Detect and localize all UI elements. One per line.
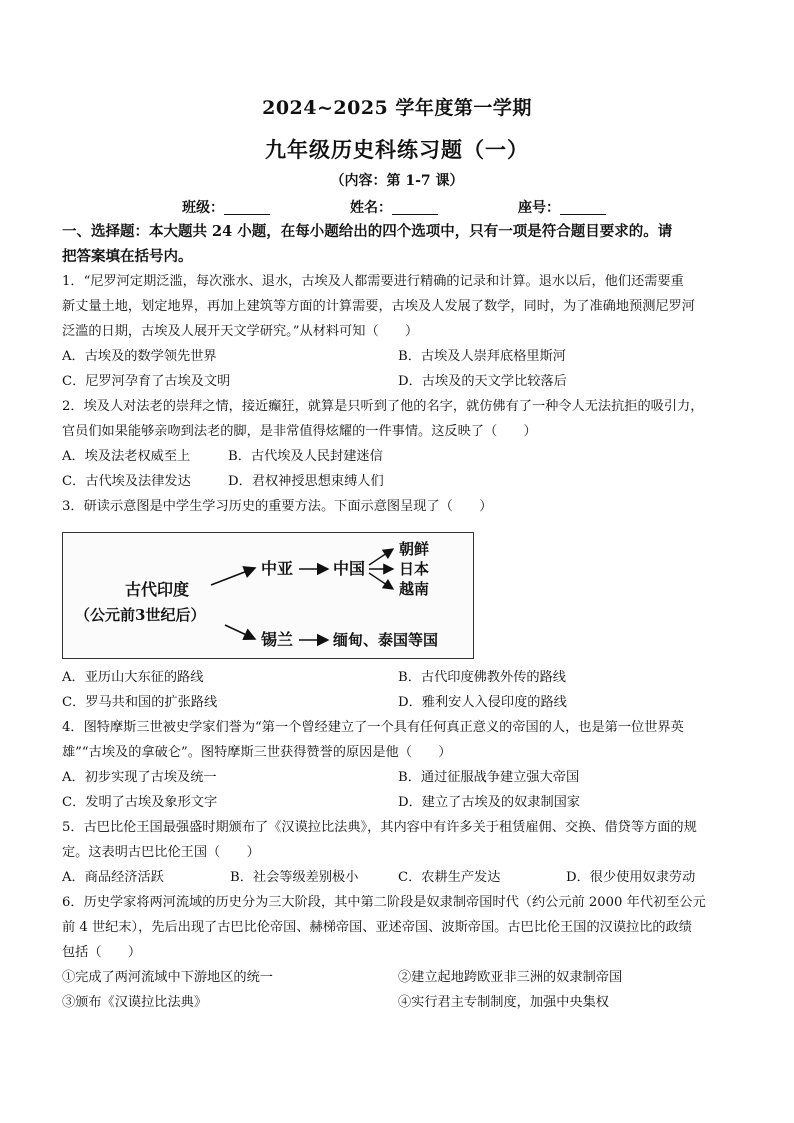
seat-field[interactable] xyxy=(518,197,606,217)
question-4-line: 4．图特摩斯三世被史学家们誉为“第一个曾经建立了一个具有任何真正意义的帝国的人，也是第一位世界英 xyxy=(62,720,684,735)
q5-option-b[interactable]: B．社会等级差别极小 xyxy=(230,870,359,885)
q4-option-d[interactable]: D．建立了古埃及的奴隶制国家 xyxy=(398,795,581,810)
q2-option-d[interactable]: D．君权神授思想束缚人们 xyxy=(228,474,384,489)
section-line: 一、选择题：本大题共 24 小题，在每小题给出的四个选项中，只有一项是符合题目要求的。请 xyxy=(62,223,673,240)
diagram-myanmar-thailand: 缅甸、泰国等国 xyxy=(333,631,439,649)
diagram-korea: 朝鲜 xyxy=(399,540,430,558)
q3-option-c[interactable]: C．罗马共和国的扩张路线 xyxy=(62,695,218,710)
q2-option-c[interactable]: C．古代埃及法律发达 xyxy=(62,474,191,489)
question-1-line: 新丈量土地，划定地界，再加上建筑等方面的计算需要，古埃及人发展了数学，同时，为了准确地预测尼罗河 xyxy=(62,299,695,314)
q3-option-a[interactable]: A．亚历山大东征的路线 xyxy=(62,670,204,685)
seat-label: 座号： xyxy=(518,200,560,216)
question-6-line: 6．历史学家将两河流域的历史分为三大阶段，其中第二阶段是奴隶制帝国时代（约公元前 2000 年代初至公元 xyxy=(62,895,706,910)
q4-option-a[interactable]: A．初步实现了古埃及统一 xyxy=(62,770,217,785)
question-6-line: 包括（ ） xyxy=(62,945,142,960)
diagram-japan: 日本 xyxy=(399,560,430,578)
q3-option-d[interactable]: D．雅利安人入侵印度的路线 xyxy=(398,695,567,710)
name-label: 姓名： xyxy=(350,200,392,216)
year-term-title: 2024~2025 学年度第一学期 xyxy=(262,97,532,119)
name-field[interactable] xyxy=(350,197,438,217)
diagram-ceylon: 锡兰 xyxy=(261,630,294,649)
buddhism-spread-diagram xyxy=(62,532,474,659)
q6-item-3: ③颁布《汉谟拉比法典》 xyxy=(62,995,208,1010)
q5-option-d[interactable]: D．很少使用奴隶劳动 xyxy=(566,870,696,885)
question-5-line: 5．古巴比伦王国最强盛时期颁布了《汉谟拉比法典》，其内容中有许多关于租赁雇佣、交换、借贷等方面的规 xyxy=(62,820,697,835)
class-field[interactable] xyxy=(182,197,270,217)
content-scope: （内容：第 1-7 课） xyxy=(330,173,464,189)
arrow-to-ceylon xyxy=(225,625,255,639)
q2-option-b[interactable]: B．古代埃及人民封建迷信 xyxy=(228,449,383,464)
name-blank[interactable] xyxy=(392,200,438,215)
q5-option-c[interactable]: C．农耕生产发达 xyxy=(398,870,501,885)
diagram-central-asia: 中亚 xyxy=(261,559,294,578)
question-2-line: 官员们如果能够亲吻到法老的脚，是非常值得炫耀的一件事情。这反映了（ ） xyxy=(62,424,537,439)
question-6-line: 前 4 世纪末），先后出现了古巴比伦帝国、赫梯帝国、亚述帝国、波斯帝国。古巴比伦王国的汉谟拉比的政绩 xyxy=(62,920,692,935)
q4-option-c[interactable]: C．发明了古埃及象形文字 xyxy=(62,795,218,810)
question-2-line: 2．埃及人对法老的崇拜之情，接近癫狂，就算是只听到了他的名字，就仿佛有了一种令人无法抗拒的吸引力， xyxy=(62,399,704,414)
arrow-to-korea xyxy=(369,549,393,565)
q6-item-2: ②建立起地跨欧亚非三洲的奴隶制帝国 xyxy=(398,970,623,985)
question-4-line: 雄”“古埃及的拿破仑”。图特摩斯三世获得赞誉的原因是他（ ） xyxy=(62,745,452,760)
question-5-line: 定。这表明古巴比伦王国（ ） xyxy=(62,845,260,860)
seat-blank[interactable] xyxy=(560,200,606,215)
class-label: 班级： xyxy=(182,200,224,216)
q6-item-4: ④实行君主专制制度，加强中央集权 xyxy=(398,995,609,1010)
q2-option-a[interactable]: A．埃及法老权威至上 xyxy=(62,449,191,464)
class-blank[interactable] xyxy=(224,200,270,215)
q1-option-c[interactable]: C．尼罗河孕育了古埃及文明 xyxy=(62,374,231,389)
q5-option-a[interactable]: A．商品经济活跃 xyxy=(62,870,164,885)
question-1-line: 1．“尼罗河定期泛滥，每次涨水、退水，古埃及人都需要进行精确的记录和计算。退水以后，他们还需要重 xyxy=(62,274,684,289)
arrow-to-vietnam xyxy=(369,573,393,589)
question-3-line: 3．研读示意图是中学生学习历史的重要方法。下面示意图呈现了（ ） xyxy=(62,499,493,514)
diagram-china: 中国 xyxy=(333,559,366,578)
diagram-source-note: （公元前3世纪后） xyxy=(75,606,206,624)
exam-title: 九年级历史科练习题（一） xyxy=(265,137,529,162)
q6-item-1: ①完成了两河流域中下游地区的统一 xyxy=(62,970,273,985)
arrow-to-central-asia xyxy=(211,568,255,585)
q1-option-a[interactable]: A．古埃及的数学领先世界 xyxy=(62,349,217,364)
q4-option-b[interactable]: B．通过征服战争建立强大帝国 xyxy=(398,770,580,785)
section-instructions xyxy=(62,219,742,269)
diagram-vietnam: 越南 xyxy=(399,580,430,598)
q1-option-b[interactable]: B．古埃及人崇拜底格里斯河 xyxy=(398,349,566,364)
section-line: 把答案填在括号内。 xyxy=(62,248,193,265)
question-1-line: 泛滥的日期，古埃及人展开天文学研究。”从材料可知（ ） xyxy=(62,324,419,339)
q3-option-b[interactable]: B．古代印度佛教外传的路线 xyxy=(398,670,566,685)
q1-option-d[interactable]: D．古埃及的天文学比较落后 xyxy=(398,374,567,389)
diagram-source: 古代印度 xyxy=(125,580,190,599)
